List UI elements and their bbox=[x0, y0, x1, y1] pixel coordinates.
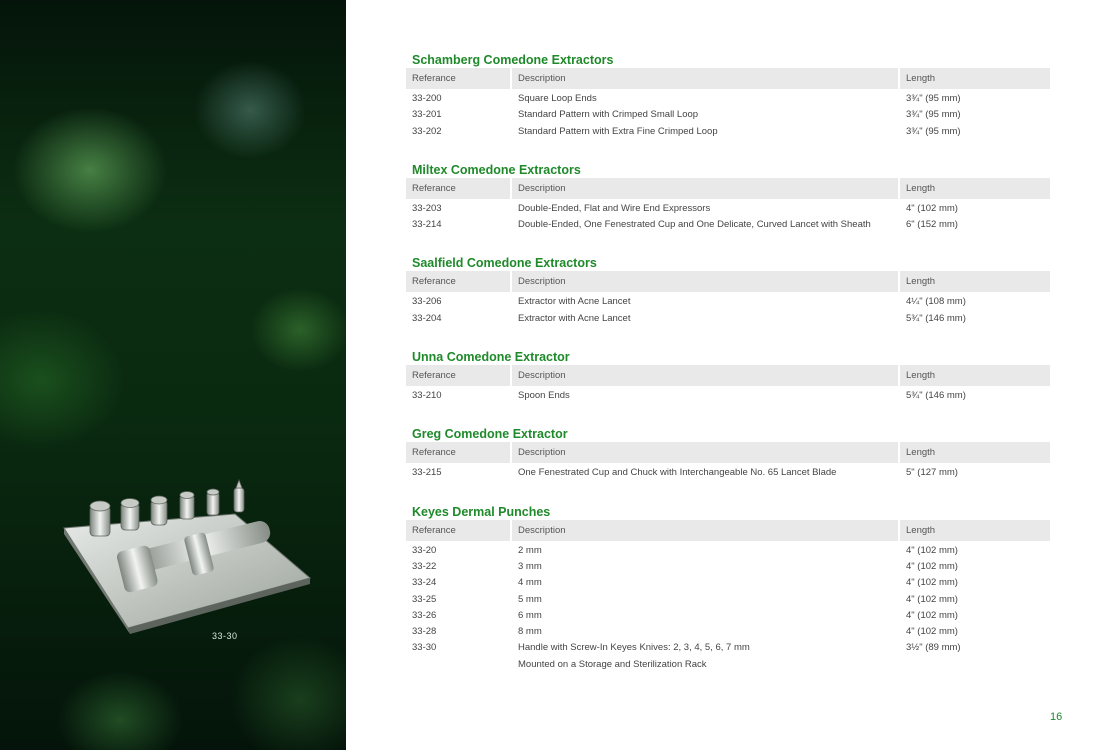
cell-length: 4" (102 mm) bbox=[906, 593, 958, 605]
cell-reference: 33-30 bbox=[412, 642, 437, 654]
header-length: Length bbox=[906, 524, 936, 536]
table-header-row bbox=[406, 520, 1050, 541]
header-reference: Referance bbox=[406, 442, 512, 463]
cell-length: 5¾" (146 mm) bbox=[906, 390, 966, 402]
header-reference: Referance bbox=[406, 365, 512, 386]
product-section bbox=[406, 255, 1050, 327]
cell-description: Standard Pattern with Crimped Small Loop bbox=[518, 109, 699, 121]
header-reference: Referance bbox=[406, 271, 512, 292]
left-background-panel bbox=[0, 0, 346, 750]
table-row bbox=[406, 543, 1050, 559]
table-row bbox=[406, 124, 1050, 140]
cell-description: Extractor with Acne Lancet bbox=[518, 312, 631, 324]
header-description: Description bbox=[512, 520, 900, 541]
cell-reference: 33-202 bbox=[412, 125, 442, 137]
header-description: Description bbox=[512, 365, 900, 386]
cell-reference: 33-22 bbox=[412, 560, 437, 572]
product-section bbox=[406, 504, 1050, 673]
product-section bbox=[406, 426, 1050, 481]
section-title: Saalfield Comedone Extractors bbox=[412, 256, 597, 271]
product-section bbox=[406, 162, 1050, 234]
cell-reference: 33-20 bbox=[412, 544, 437, 556]
cell-description: 3 mm bbox=[518, 560, 542, 572]
header-length: Length bbox=[906, 370, 936, 382]
table-body bbox=[406, 89, 1050, 140]
cell-reference: 33-206 bbox=[412, 296, 442, 308]
cell-reference: 33-204 bbox=[412, 312, 442, 324]
cell-reference: 33-203 bbox=[412, 202, 442, 214]
cell-reference: 33-25 bbox=[412, 593, 437, 605]
table-row bbox=[406, 107, 1050, 123]
header-reference: Referance bbox=[406, 68, 512, 89]
table-row bbox=[406, 559, 1050, 575]
section-title: Schamberg Comedone Extractors bbox=[412, 53, 614, 67]
cell-reference: 33-214 bbox=[412, 219, 442, 231]
cell-description: Standard Pattern with Extra Fine Crimped Loop bbox=[518, 125, 718, 137]
header-length: Length bbox=[906, 182, 936, 194]
section-spacer bbox=[406, 233, 1050, 255]
table-row bbox=[406, 91, 1050, 107]
table-body bbox=[406, 199, 1050, 234]
cell-length: 3¾" (95 mm) bbox=[906, 93, 961, 104]
cell-description: Square Loop Ends bbox=[518, 93, 597, 104]
table-row bbox=[406, 640, 1050, 673]
table-row bbox=[406, 294, 1050, 310]
product-section bbox=[406, 349, 1050, 404]
cell-length: 4" (102 mm) bbox=[906, 202, 958, 214]
table-row bbox=[406, 388, 1050, 404]
table-header-row bbox=[406, 178, 1050, 199]
header-description: Description bbox=[512, 178, 900, 199]
table-row bbox=[406, 592, 1050, 608]
table-body bbox=[406, 292, 1050, 327]
cell-length: 4" (102 mm) bbox=[906, 560, 958, 572]
cell-length: 4" (102 mm) bbox=[906, 626, 958, 638]
table-header-row bbox=[406, 68, 1050, 89]
section-spacer bbox=[406, 327, 1050, 349]
photo-caption: 33-30 bbox=[212, 631, 238, 641]
cell-description: 6 mm bbox=[518, 609, 542, 621]
table-header-row bbox=[406, 271, 1050, 292]
cell-description: Spoon Ends bbox=[518, 390, 570, 402]
header-reference: Referance bbox=[406, 520, 512, 541]
cell-length: 4" (102 mm) bbox=[906, 577, 958, 589]
cell-reference: 33-28 bbox=[412, 626, 437, 638]
cell-length: 3¾" (95 mm) bbox=[906, 109, 961, 121]
cell-length: 4" (102 mm) bbox=[906, 544, 958, 556]
table-row bbox=[406, 575, 1050, 591]
cell-reference: 33-200 bbox=[412, 93, 442, 104]
cell-reference: 33-215 bbox=[412, 467, 442, 479]
cell-length: 4¼" (108 mm) bbox=[906, 296, 966, 308]
table-row bbox=[406, 465, 1050, 481]
cell-description: 5 mm bbox=[518, 593, 542, 605]
catalog-content bbox=[406, 52, 1050, 673]
table-row bbox=[406, 624, 1050, 640]
cell-length: 6" (152 mm) bbox=[906, 219, 958, 231]
cell-description: 2 mm bbox=[518, 544, 542, 556]
table-body bbox=[406, 541, 1050, 673]
section-title: Miltex Comedone Extractors bbox=[412, 162, 581, 177]
table-row bbox=[406, 201, 1050, 217]
page-number: 16 bbox=[1050, 711, 1063, 723]
cell-length: 3¾" (95 mm) bbox=[906, 125, 961, 137]
table-row bbox=[406, 217, 1050, 233]
cell-length: 4" (102 mm) bbox=[906, 609, 958, 621]
section-spacer bbox=[406, 140, 1050, 162]
cell-description: Double-Ended, Flat and Wire End Expressors bbox=[518, 202, 711, 214]
header-description: Description bbox=[512, 271, 900, 292]
cell-description: 4 mm bbox=[518, 577, 542, 589]
header-length: Length bbox=[906, 276, 936, 288]
table-body bbox=[406, 463, 1050, 481]
dermal-punch-rack-photo bbox=[60, 478, 320, 636]
cell-reference: 33-201 bbox=[412, 109, 442, 121]
cell-description: Double-Ended, One Fenestrated Cup and One Delicate, Curved Lancet with Sheath bbox=[518, 219, 871, 231]
section-title: Greg Comedone Extractor bbox=[412, 427, 568, 442]
header-description: Description bbox=[512, 442, 900, 463]
section-title: Unna Comedone Extractor bbox=[412, 350, 570, 365]
cell-length: 3½" (89 mm) bbox=[906, 642, 961, 654]
header-length: Length bbox=[906, 73, 936, 84]
cell-description: Extractor with Acne Lancet bbox=[518, 296, 631, 308]
cell-description: 8 mm bbox=[518, 626, 542, 638]
table-header-row bbox=[406, 365, 1050, 386]
cell-reference: 33-24 bbox=[412, 577, 437, 589]
section-spacer bbox=[406, 404, 1050, 426]
section-spacer bbox=[406, 482, 1050, 504]
header-reference: Referance bbox=[406, 178, 512, 199]
table-row bbox=[406, 608, 1050, 624]
cell-length: 5" (127 mm) bbox=[906, 467, 958, 479]
cell-reference: 33-210 bbox=[412, 390, 442, 402]
table-row bbox=[406, 311, 1050, 327]
table-body bbox=[406, 386, 1050, 404]
cell-description: One Fenestrated Cup and Chuck with Interchangeable No. 65 Lancet Blade bbox=[518, 467, 837, 479]
cell-reference: 33-26 bbox=[412, 609, 437, 621]
product-section bbox=[406, 52, 1050, 140]
header-length: Length bbox=[906, 447, 936, 459]
cell-length: 5¾" (146 mm) bbox=[906, 312, 966, 324]
table-header-row bbox=[406, 442, 1050, 463]
cell-description: Handle with Screw-In Keyes Knives: 2, 3, 4, 5, 6, 7 mm Mounted on a Storage and Sterilization Rack bbox=[518, 642, 750, 670]
header-description: Description bbox=[512, 68, 900, 89]
section-title: Keyes Dermal Punches bbox=[412, 504, 551, 519]
